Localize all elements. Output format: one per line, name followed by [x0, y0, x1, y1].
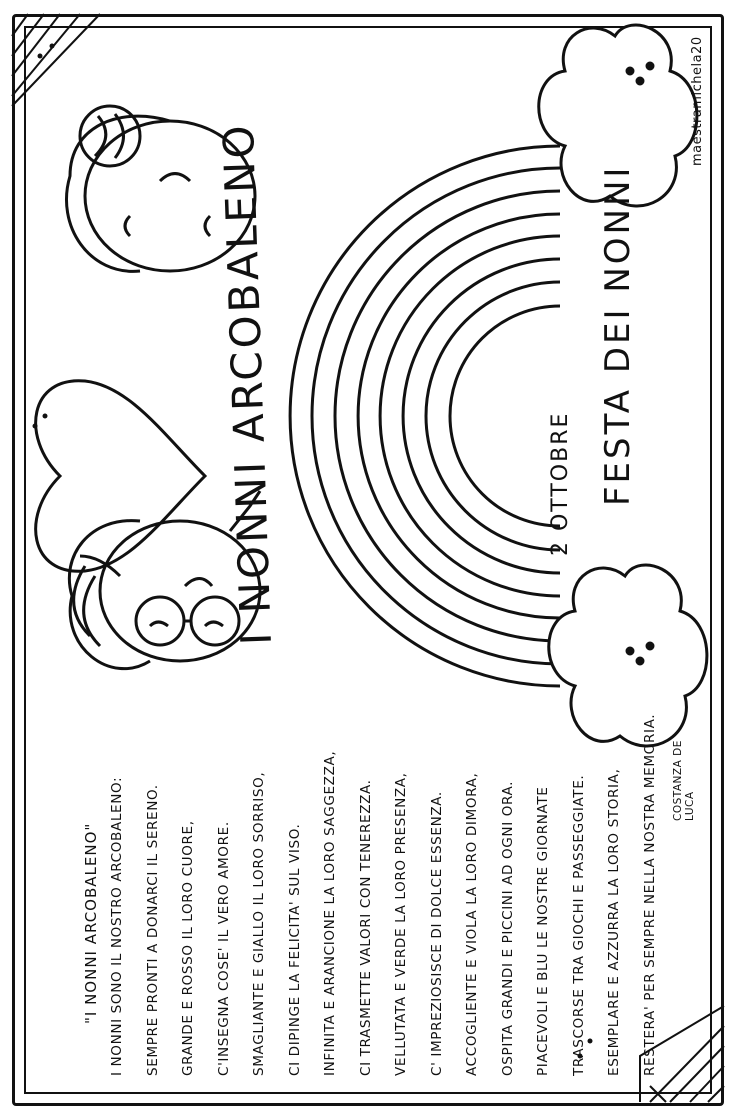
- poem-line: PIACEVOLI E BLU LE NOSTRE GIORNATE: [535, 786, 551, 1076]
- poem-line: VELLUTATA E VERDE LA LORO PRESENZA,: [393, 772, 409, 1076]
- poem-line: CI DIPINGE LA FELICITA' SUL VISO.: [286, 823, 303, 1076]
- poem-line: ACCOGLIENTE E VIOLA LA LORO DIMORA,: [464, 772, 480, 1076]
- poem-line: C' IMPREZIOSISCE DI DOLCE ESSENZA.: [428, 791, 445, 1076]
- event-title: FESTA DEI NONNI: [598, 164, 638, 506]
- poem-line: GRANDE E ROSSO IL LORO CUORE,: [180, 820, 196, 1076]
- poem-block: [60, 713, 700, 1076]
- poem-line: INFINITA E ARANCIONE LA LORO SAGGEZZA,: [322, 750, 338, 1076]
- poem-line: C'INSEGNA COSE' IL VERO AMORE.: [215, 821, 232, 1076]
- poem-line: OSPITA GRANDI E PICCINI AD OGNI ORA.: [499, 780, 516, 1076]
- poem-line: SMAGLIANTE E GIALLO IL LORO SORRISO,: [251, 771, 267, 1076]
- page-title: I NONNI ARCOBALENO: [213, 121, 281, 646]
- poem-line: I NONNI SONO IL NOSTRO ARCOBALENO:: [109, 776, 125, 1076]
- poem-line: RESTERA' PER SEMPRE NELLA NOSTRA MEMORIA.: [641, 713, 658, 1076]
- poem-line: ESEMPLARE E AZZURRA LA LORO STORIA,: [606, 768, 622, 1076]
- poem-line: SEMPRE PRONTI A DONARCI IL SERENO.: [144, 784, 161, 1076]
- poem-line: TRASCORSE TRA GIOCHI E PASSEGGIATE.: [570, 774, 587, 1076]
- poem-author: COSTANZA DE LUCA: [672, 740, 696, 821]
- watermark: maestramichela20: [690, 36, 705, 166]
- poem-line: CI TRASMETTE VALORI CON TENEREZZA.: [357, 779, 374, 1076]
- event-date: 2 OTTOBRE: [548, 411, 573, 556]
- poem-title: "I NONNI ARCOBALENO": [82, 822, 100, 1024]
- rainbow-icon: [290, 146, 560, 686]
